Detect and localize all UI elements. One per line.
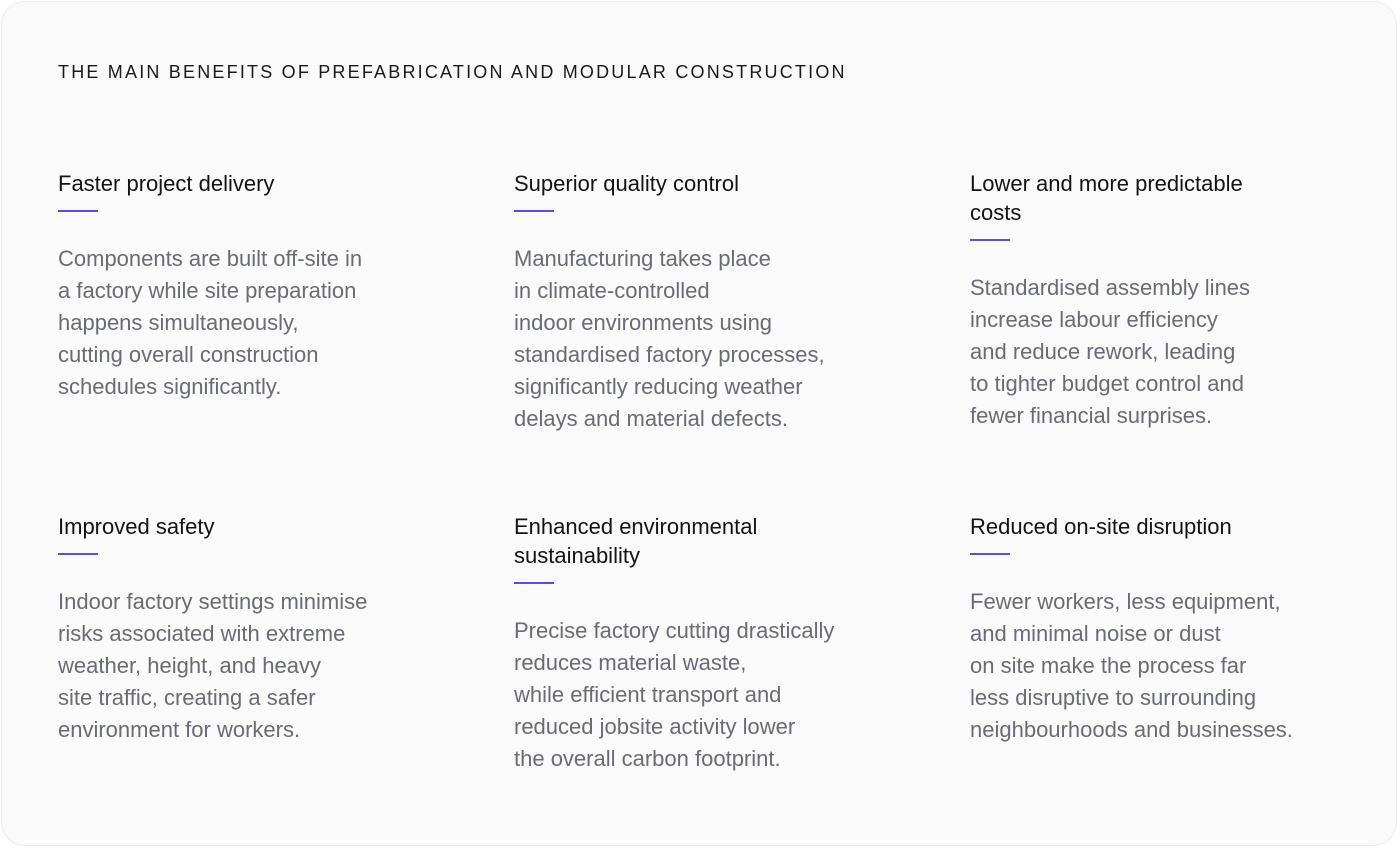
benefit-description: Standardised assembly lines increase labour efficiency and reduce rework, leading to tighter budget control and fewer financial surprises. [970, 275, 1251, 428]
section-title: THE MAIN BENEFITS OF PREFABRICATION AND MODULAR CONSTRUCTION [58, 62, 847, 82]
benefit-sustainability [514, 512, 894, 775]
accent-bar [514, 582, 554, 584]
benefit-quality-control [514, 169, 894, 435]
benefit-predictable-costs [970, 169, 1350, 432]
benefit-description: Precise factory cutting drastically reduces material waste, while efficient transport and reduced jobsite activity lower the overall carbon footprint. [514, 618, 835, 771]
accent-bar [58, 553, 98, 555]
benefit-title: Faster project delivery [58, 171, 275, 196]
benefit-title: Superior quality control [514, 171, 740, 196]
benefit-title: Improved safety [58, 514, 215, 539]
benefits-card [1, 1, 1397, 846]
accent-bar [970, 239, 1010, 241]
benefit-description: Fewer workers, less equipment, and minimal noise or dust on site make the process far less disruptive to surrounding neighbourhoods and businesses. [970, 589, 1293, 742]
benefit-description: Components are built off-site in a factory while site preparation happens simultaneously, cutting overall construction schedules significantly. [58, 246, 363, 399]
benefit-title: Enhanced environmental sustainability [514, 514, 758, 568]
benefit-title: Lower and more predictable costs [970, 171, 1243, 225]
benefit-improved-safety [58, 512, 438, 746]
accent-bar [970, 553, 1010, 555]
accent-bar [58, 210, 98, 212]
benefit-description: Manufacturing takes place in climate-controlled indoor environments using standardised factory processes, significantly reducing weather delays and material defects. [514, 246, 825, 431]
benefit-faster-delivery [58, 169, 438, 403]
benefit-reduced-disruption [970, 512, 1350, 746]
accent-bar [514, 210, 554, 212]
benefit-title: Reduced on-site disruption [970, 514, 1232, 539]
benefit-description: Indoor factory settings minimise risks associated with extreme weather, height, and heavy site traffic, creating a safer environment for workers. [58, 589, 368, 742]
